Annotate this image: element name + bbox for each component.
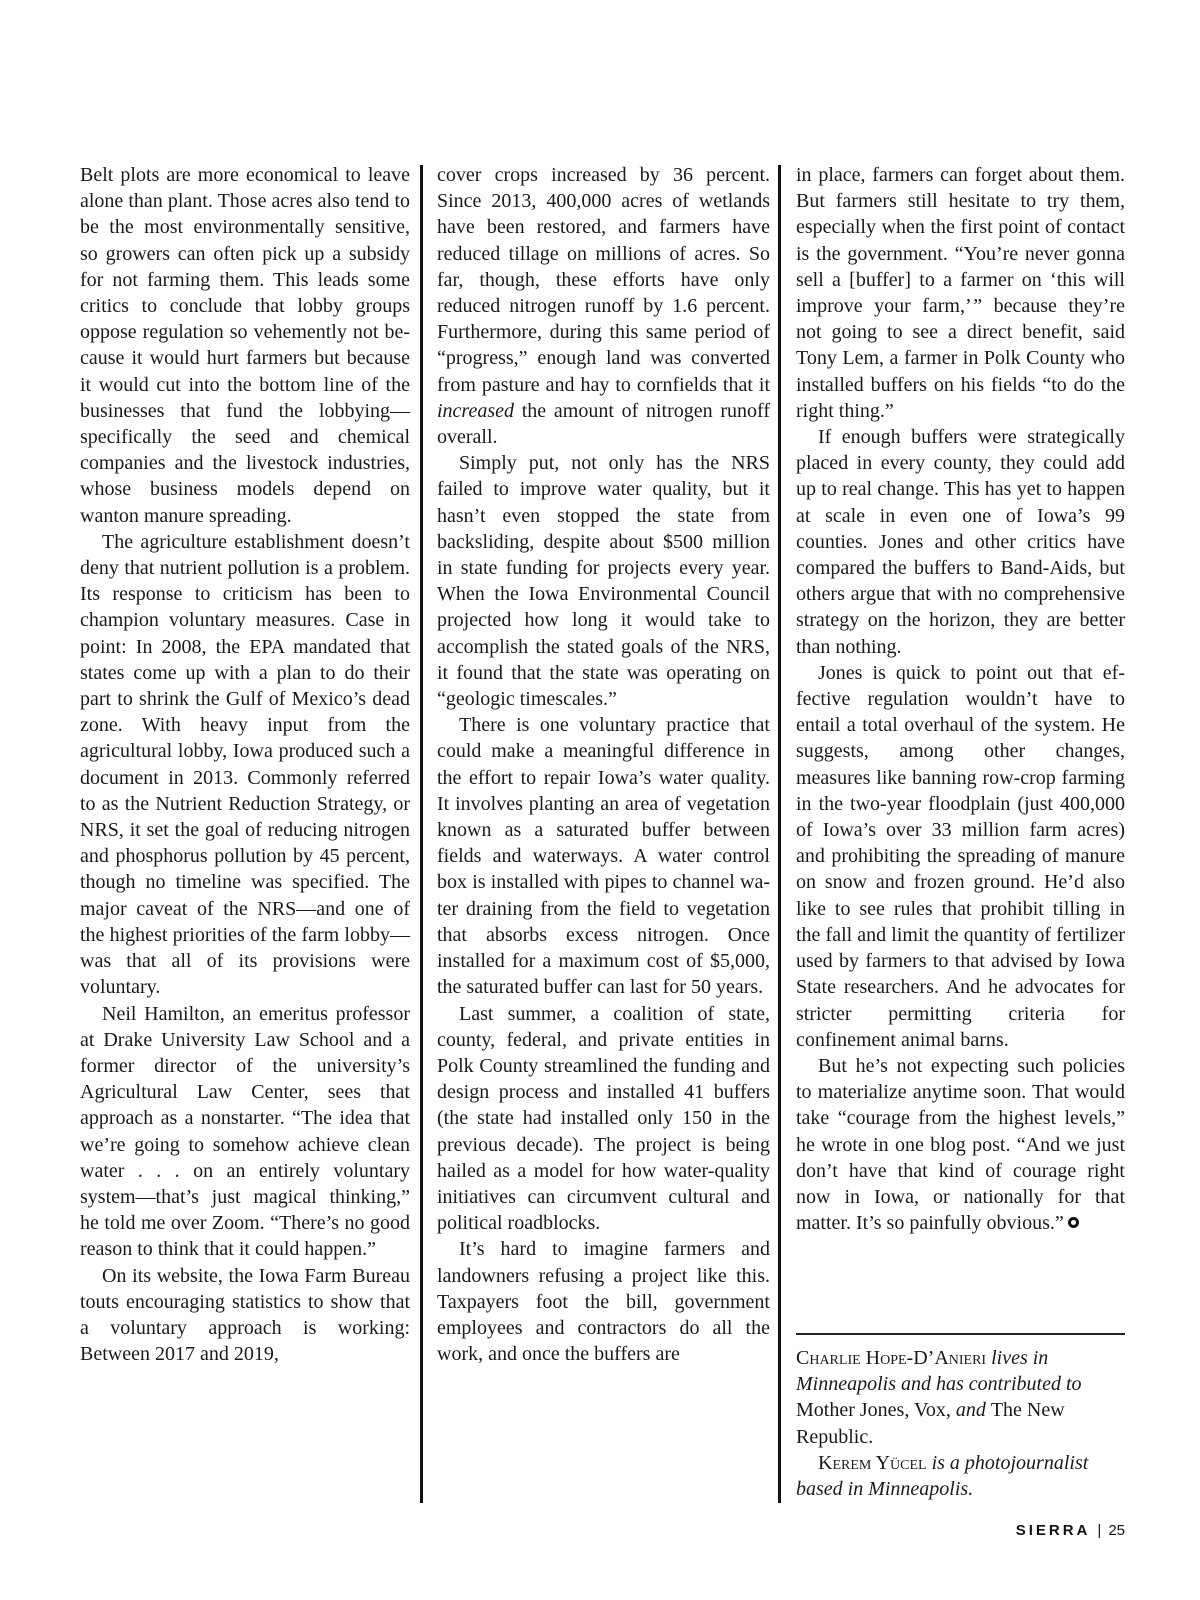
- emphasis: increased: [437, 399, 515, 422]
- text-run: and: [950, 1399, 991, 1422]
- paragraph: On its website, the Iowa Farm Bureau touts encouraging statistics to show that a voluntary approach is working: Between 2017 and 2019,: [80, 1264, 410, 1366]
- author-name: Charlie Hope-D’Anieri: [796, 1347, 987, 1369]
- magazine-name: SIERRA: [1015, 1522, 1091, 1539]
- text-run: the amount of nitrogen runoff overall.: [437, 399, 770, 449]
- paragraph: [437, 162, 770, 450]
- photographer-bio: [796, 1450, 1125, 1502]
- paragraph: If enough buffers were strategically placed in every county, they could add up to real change. This has yet to happen at scale in even one of Iowa’s 99 counties. Jones and other critics have compared the buffers to Band-Aids, but others argue that with no comprehensive strategy on the horizon, they are better than nothing.: [796, 426, 1125, 658]
- paragraph: Last summer, a coalition of state, county, federal, and private entities in Polk County streamlined the funding and design process and installed 41 buffers (the state had installed only 150 in the previous decade). The project is being hailed as a model for how water-quality initiatives can circumvent cultural and political roadblocks.: [437, 1002, 770, 1235]
- article-column-1: [80, 162, 410, 1367]
- publication-name: Mother Jones, Vox,: [796, 1399, 951, 1422]
- text-run: cover crops increased by 36 percent. Since 2013, 400,000 acres of wetlands have been restored, and farmers have reduced tillage on millions of acres. So far, though, these efforts have only reduced nitrogen runoff by 1.6 percent. Furthermore, during this same period of “progress,” enough land was converted from pasture and hay to cornfields that it: [437, 164, 770, 396]
- text-run: is a photojournalist based in Minneapolis.: [796, 1451, 1089, 1501]
- page-number: 25: [1108, 1522, 1125, 1539]
- photographer-name: Kerem Yücel: [818, 1451, 927, 1474]
- column-rule-right: [778, 165, 781, 1503]
- paragraph: Jones is quick to point out that effective regulation wouldn’t have to entail a total overhaul of the system. He suggests, among other changes, measures like banning row-crop farming in the two-year floodplain (just 400,000 of Iowa’s over 33 million farm acres) and prohibiting the spreading of manure on snow and frozen ground. He’d also like to see rules that prohibit tilling in the fall and limit the quantity of fertilizer used by farmers to that advised by Iowa State researchers. And he advocates for stricter permitting criteria for confinement animal barns.: [796, 661, 1125, 1051]
- end-of-article-icon: [1068, 1217, 1079, 1228]
- footer-separator: |: [1097, 1522, 1102, 1539]
- paragraph: Belt plots are more economical to leave alone than plant. Those acres also tend to be the most environmentally sensitive, so growers can often pick up a subsidy for not farming them. This leads some critics to conclude that lobby groups oppose regulation so vehemently not because it would hurt farmers but because it would cut into the bottom line of the businesses that fund the lobbying—specifically the seed and chemical companies and the livestock industries, whose business models depend on wanton manure spreading.: [80, 164, 410, 527]
- paragraph: It’s hard to imagine farmers and landowners refusing a project like this. Taxpayers foot the bill, government employees and contractors do all the work, and once the buffers are: [437, 1238, 770, 1366]
- paragraph: in place, farmers can forget about them. But farmers still hesitate to try them, especially when the first point of contact is the government. “You’re never gonna sell a [buffer] to a farmer on ‘this will improve your farm,’ ” because they’re not going to see a direct benefit, said Tony Lem, a farmer in Polk County who installed buffers on his fields “to do the right thing.”: [796, 164, 1125, 422]
- paragraph: The agriculture establishment doesn’t deny that nutrient pollution is a problem. Its response to criticism has been to champion voluntary measures. Case in point: In 2008, the EPA mandated that states come up with a plan to do their part to shrink the Gulf of Mexico’s dead zone. With heavy input from the agricultural lobby, Iowa produced such a document in 2013. Commonly referred to as the Nutrient Reduction Strategy, or NRS, it set the goal of reducing nitrogen and phosphorus pollution by 45 percent, though no timeline was specified. The major caveat of the NRS—and one of the highest priorities of the farm lobby—was that all of its provisions were voluntary.: [80, 530, 410, 999]
- contributor-bios: [796, 1345, 1125, 1502]
- paragraph: Simply put, not only has the NRS failed to improve water quality, but it hasn’t even stopped the state from backsliding, despite about $500 million in state funding for projects every year. When the Iowa Environmental Council projected how long it would take to accomplish the stated goals of the NRS, it found that the state was operating on “geologic timescales.”: [437, 452, 770, 711]
- text-run: lives in Minneapolis and has contributed to: [796, 1347, 1082, 1396]
- author-bio: [796, 1345, 1125, 1450]
- paragraph: There is one voluntary practice that could make a meaningful difference in the effort to repair Iowa’s water quality. It involves planting an area of vegetation known as a saturated buffer between fields and waterways. A water control box is installed with pipes to channel water draining from the field to vegetation that absorbs excess nitrogen. Once installed for a maximum cost of $5,000, the saturated buffer can last for 50 years.: [437, 714, 770, 999]
- page-footer: [1000, 1522, 1125, 1539]
- text-run: But he’s not expecting such policies to materialize anytime soon. That would take “courage from the highest levels,” he wrote in one blog post. “And we just don’t have that kind of courage right now in Iowa, or nationally for that matter. It’s so painfully obvious.”: [796, 1054, 1125, 1235]
- bio-divider: [796, 1333, 1125, 1335]
- article-column-3: [796, 162, 1125, 1236]
- paragraph: [796, 1053, 1125, 1236]
- paragraph: Neil Hamilton, an emeritus professor at Drake University Law School and a former director of the university’s Agricultural Law Center, sees that approach as a nonstarter. “The idea that we’re going to somehow achieve clean water . . . on an entirely voluntary system—that’s just magical thinking,” he told me over Zoom. “There’s no good reason to think that it could happen.”: [80, 1002, 410, 1261]
- column-rule-left: [420, 165, 423, 1503]
- article-column-2: [437, 162, 770, 1367]
- publication-name: The New Republic.: [796, 1399, 1065, 1448]
